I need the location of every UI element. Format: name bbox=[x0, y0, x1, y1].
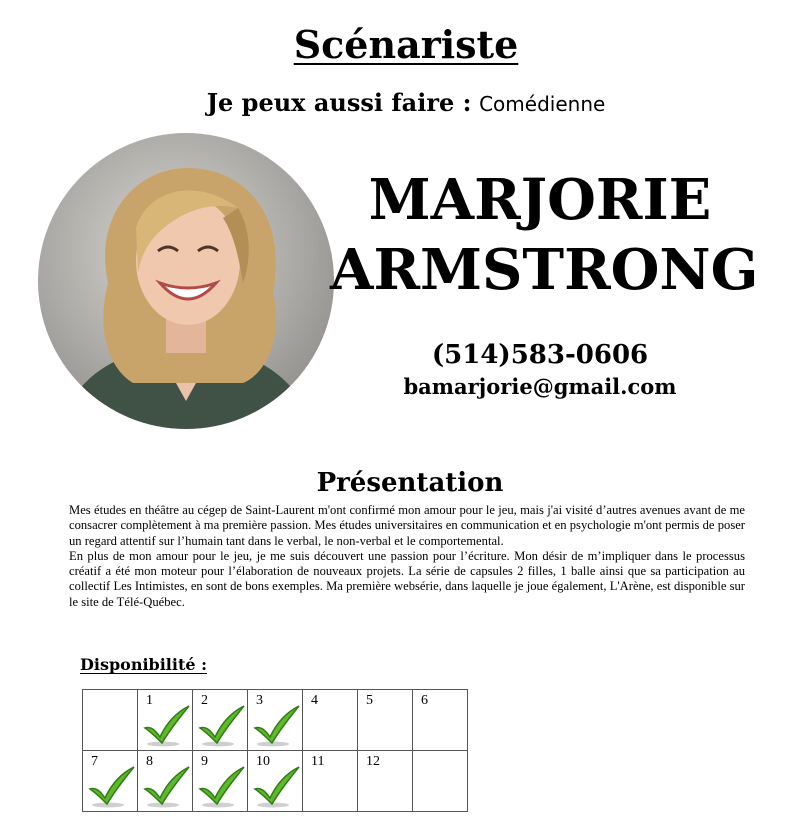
calendar-day-8 bbox=[138, 751, 193, 812]
checkmark-icon bbox=[143, 704, 191, 748]
calendar-day-6 bbox=[413, 690, 468, 751]
calendar-day-11 bbox=[303, 751, 358, 812]
day-number: 3 bbox=[256, 693, 263, 708]
day-number: 1 bbox=[146, 693, 153, 708]
day-number: 12 bbox=[366, 754, 380, 769]
calendar-row bbox=[83, 690, 468, 751]
day-number: 8 bbox=[146, 754, 153, 769]
calendar-day-9 bbox=[193, 751, 248, 812]
calendar-day-3 bbox=[248, 690, 303, 751]
presentation-paragraph: En plus de mon amour pour le jeu, je me suis découvert une passion pour l’écriture. Mon désir de m’impliquer dans le processus créatif a été mon moteur pour l’élaboration de nouveaux projets. La série de capsules 2 filles, 1 balle ainsi que sa participation au collectif Les Intimistes, en sont de bons exemples. Ma première websérie, dans laquelle je joue également, L'Arène, est disponible sur le site de Télé-Québec. bbox=[69, 548, 745, 609]
day-number: 5 bbox=[366, 693, 373, 708]
day-number: 6 bbox=[421, 693, 428, 708]
presentation-paragraph: Mes études en théâtre au cégep de Saint-Laurent m'ont confirmé mon amour pour le jeu, mais j'ai visité d’autres avenues avant de me consacrer complètement à ma première passion. Mes études universitaires en communication et en psychologie m'ont permis de poser un regard attentif sur l’humain tant dans le verbal, le non-verbal et le comportemental. bbox=[69, 503, 745, 548]
phone-number: (514)583-0606 bbox=[431, 340, 649, 370]
calendar-day-1 bbox=[138, 690, 193, 751]
calendar-day-12 bbox=[358, 751, 413, 812]
also-can-do-value: Comédienne bbox=[479, 92, 606, 116]
calendar-empty-cell bbox=[413, 751, 468, 812]
calendar-day-2 bbox=[193, 690, 248, 751]
presentation-title: Présentation bbox=[316, 468, 504, 498]
presentation-body bbox=[69, 503, 745, 610]
checkmark-icon bbox=[143, 765, 191, 809]
day-number: 11 bbox=[311, 754, 325, 769]
checkmark-icon bbox=[198, 704, 246, 748]
checkmark-icon bbox=[88, 765, 136, 809]
calendar-empty-cell bbox=[83, 690, 138, 751]
day-number: 4 bbox=[311, 693, 318, 708]
calendar-row bbox=[83, 751, 468, 812]
full-name bbox=[330, 165, 759, 305]
email-address: bamarjorie@gmail.com bbox=[403, 374, 677, 399]
calendar-day-7 bbox=[83, 751, 138, 812]
last-name: ARMSTRONG bbox=[330, 237, 759, 303]
profile-photo bbox=[38, 133, 334, 429]
availability-title: Disponibilité : bbox=[80, 655, 207, 674]
also-can-do bbox=[0, 88, 800, 117]
checkmark-icon bbox=[198, 765, 246, 809]
role-title: Scénariste bbox=[293, 22, 519, 67]
day-number: 9 bbox=[201, 754, 208, 769]
checkmark-icon bbox=[253, 765, 301, 809]
portrait-illustration bbox=[38, 133, 334, 429]
also-can-do-label: Je peux aussi faire : bbox=[206, 88, 472, 117]
checkmark-icon bbox=[253, 704, 301, 748]
calendar-day-5 bbox=[358, 690, 413, 751]
day-number: 7 bbox=[91, 754, 98, 769]
first-name: MARJORIE bbox=[368, 167, 712, 233]
calendar-day-4 bbox=[303, 690, 358, 751]
availability-calendar bbox=[82, 689, 468, 812]
day-number: 10 bbox=[256, 754, 270, 769]
calendar-day-10 bbox=[248, 751, 303, 812]
day-number: 2 bbox=[201, 693, 208, 708]
